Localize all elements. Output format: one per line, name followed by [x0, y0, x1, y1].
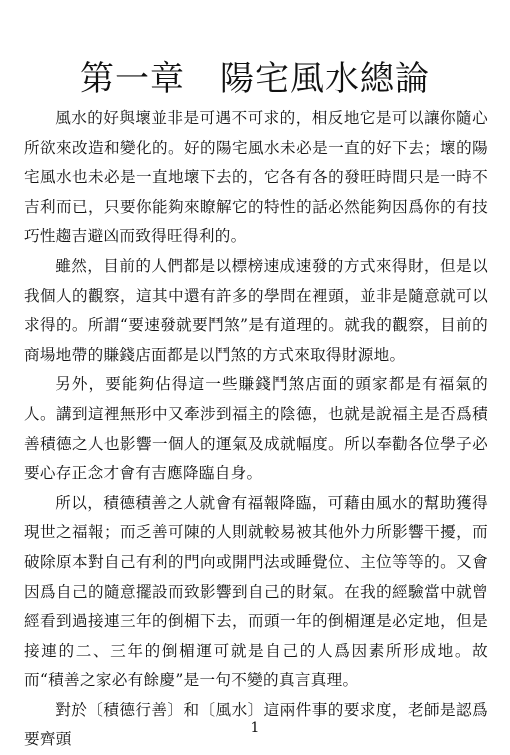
paragraph-2: 雖然，目前的人們都是以標榜速成速發的方式來得財，但是以我個人的觀察，這其中還有許多的學問在裡頭，並非是隨意就可以求得的。所謂“要速發就要鬥煞”是有道理的。就我的觀察，目前的商場地帶的賺錢店面都是以鬥煞的方式來取得財源地。 — [24, 256, 488, 364]
paragraph-5: 對於〔積德行善〕和〔風水〕這兩件事的要求度，老師是認爲要齊頭 — [24, 700, 488, 749]
chapter-title: 第一章 陽宅風水總論 — [80, 58, 430, 99]
page-number: 1 — [250, 720, 260, 736]
paragraph-1: 風水的好與壞並非是可遇不可求的，相反地它是可以讓你隨心所欲來改造和變化的。好的陽宅風水未必是一直的好下去；壞的陽宅風水也未必是一直地壞下去的，它各有各的發旺時間只是一時不吉利而已，只要你能夠來瞭解它的特性的話必然能夠因爲你的有技巧性趨吉避凶而致得旺得利的。 — [24, 109, 488, 246]
paragraph-3: 另外，要能夠佔得這一些賺錢鬥煞店面的頭家都是有福氣的人。講到這裡無形中又牽涉到福主的陰德，也就是說福主是否爲積善積德之人也影響一個人的運氣及成就幅度。所以奉勸各位學子必要心存正念才會有吉應降臨自身。 — [24, 375, 488, 483]
paragraph-4: 所以，積德積善之人就會有福報降臨，可藉由風水的幫助獲得現世之福報；而乏善可陳的人則就較易被其他外力所影響干擾，而破除原本對自己有利的門向或開門法或睡覺位、主位等等的。又會因爲自己的隨意擺設而致影響到自己的財氣。在我的經驗當中就曾經看到過接連三年的倒楣下去，而頭一年的倒楣運是必定地，但是接連的二、三年的倒楣運可就是自己的人爲因素所形成地。故而“積善之家必有餘慶”是一句不變的真言真理。 — [24, 493, 488, 690]
body-text — [24, 104, 488, 755]
